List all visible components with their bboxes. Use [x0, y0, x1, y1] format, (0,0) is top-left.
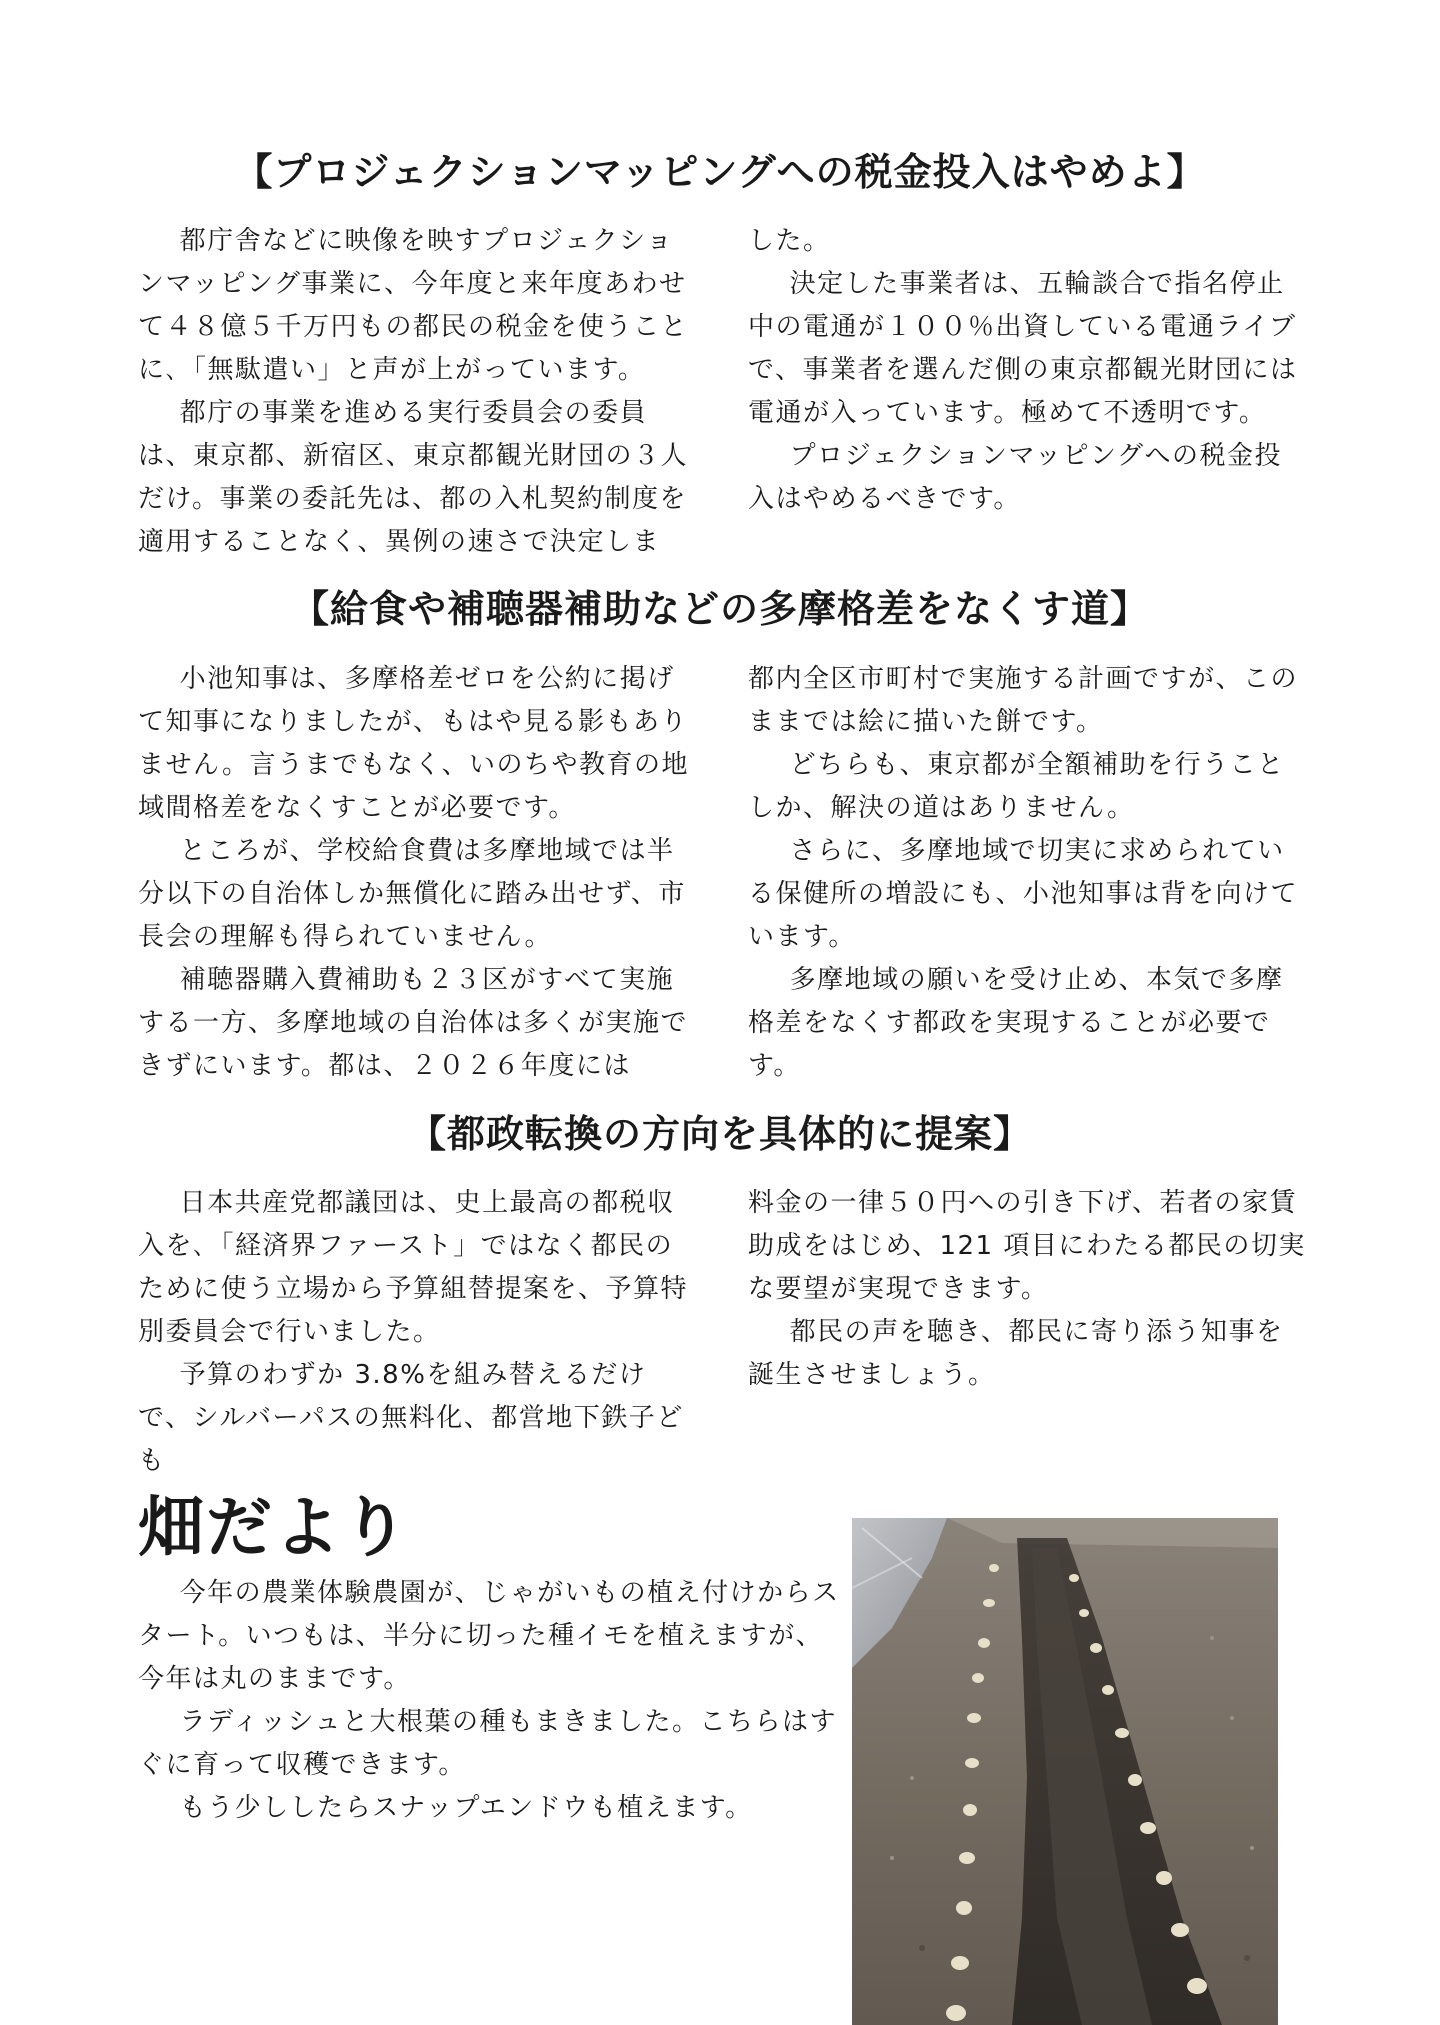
section-heading-projection-mapping: 【プロジェクションマッピングへの税金投入はやめよ】	[234, 150, 1206, 194]
section-1-left-column	[138, 220, 698, 564]
paragraph: 予算のわずか 3.8%を組み替えるだけで、シルバーパスの無料化、都営地下鉄子ども	[138, 1360, 684, 1476]
section-1-right-column	[748, 220, 1308, 521]
section-2-left-column	[138, 658, 698, 1088]
paragraph: 多摩地域の願いを受け止め、本気で多摩格差をなくす都政を実現することが必要です。	[748, 965, 1284, 1081]
section-heading-policy-proposal: 【都政転換の方向を具体的に提案】	[407, 1112, 1032, 1156]
farm-news-body	[138, 1572, 844, 1830]
paragraph: 決定した事業者は、五輪談合で指名停止中の電通が１００％出資している電通ライブで、事業者を選んだ側の東京都観光財団には電通が入っています。極めて不透明です。	[748, 269, 1298, 428]
section-3-left-column	[138, 1182, 698, 1483]
paragraph: ところが、学校給食費は多摩地域では半分以下の自治体しか無償化に踏み出せず、市長会の理解も得られていません。	[138, 836, 686, 952]
potato-planting-photo	[852, 1518, 1278, 2025]
paragraph: ラディッシュと大根葉の種もまきました。こちらはすぐに育って収穫できます。	[138, 1707, 837, 1780]
paragraph: 都民の声を聴き、都民に寄り添う知事を誕生させましょう。	[748, 1317, 1284, 1390]
section-2-right-column	[748, 658, 1308, 1088]
paragraph: プロジェクションマッピングへの税金投入はやめるべきです。	[748, 441, 1282, 514]
paragraph: 都庁舎などに映像を映すプロジェクションマッピング事業に、今年度と来年度あわせて４８億５千万円もの都民の税金を使うことに､「無駄遣い」と声が上がっています。	[138, 226, 689, 385]
field-photo-illustration	[852, 1518, 1278, 2025]
paragraph-continuation: した。	[748, 226, 831, 256]
paragraph: もう少ししたらスナップエンドウも植えます。	[179, 1793, 753, 1823]
paragraph: 日本共産党都議団は、史上最高の都税収入を､「経済界ファースト」ではなく都民のために使う立場から予算組替提案を、予算特別委員会で行いました。	[138, 1188, 689, 1347]
paragraph: 補聴器購入費補助も２３区がすべて実施する一方、多摩地域の自治体は多くが実施できずにいます。都は、２０２６年度には	[138, 965, 689, 1081]
paragraph: どちらも、東京都が全額補助を行うことしか、解決の道はありません。	[748, 750, 1285, 823]
paragraph: さらに、多摩地域で切実に求められている保健所の増設にも、小池知事は背を向けています。	[748, 836, 1299, 952]
paragraph-continuation: 都内全区市町村で実施する計画ですが、このままでは絵に描いた餅です。	[748, 664, 1299, 737]
farm-news-title: 畑だより	[138, 1489, 410, 1566]
paragraph: 都庁の事業を進める実行委員会の委員は、東京都、新宿区、東京都観光財団の３人だけ。事業の委託先は、都の入札契約制度を適用することなく、異例の速さで決定しま	[138, 398, 689, 557]
section-3-right-column	[748, 1182, 1308, 1397]
paragraph-continuation: 料金の一律５０円への引き下げ、若者の家賃助成をはじめ、121 項目にわたる都民の切実な要望が実現できます。	[748, 1188, 1306, 1304]
section-heading-tama-gap: 【給食や補聴器補助などの多摩格差をなくす道】	[290, 587, 1149, 631]
paragraph: 今年の農業体験農園が、じゃがいもの植え付けからスタート。いつもは、半分に切った種イモを植えますが、今年は丸のままです。	[138, 1578, 840, 1694]
paragraph: 小池知事は、多摩格差ゼロを公約に掲げて知事になりましたが、もはや見る影もありません。言うまでもなく、いのちや教育の地域間格差をなくすことが必要です。	[138, 664, 690, 823]
